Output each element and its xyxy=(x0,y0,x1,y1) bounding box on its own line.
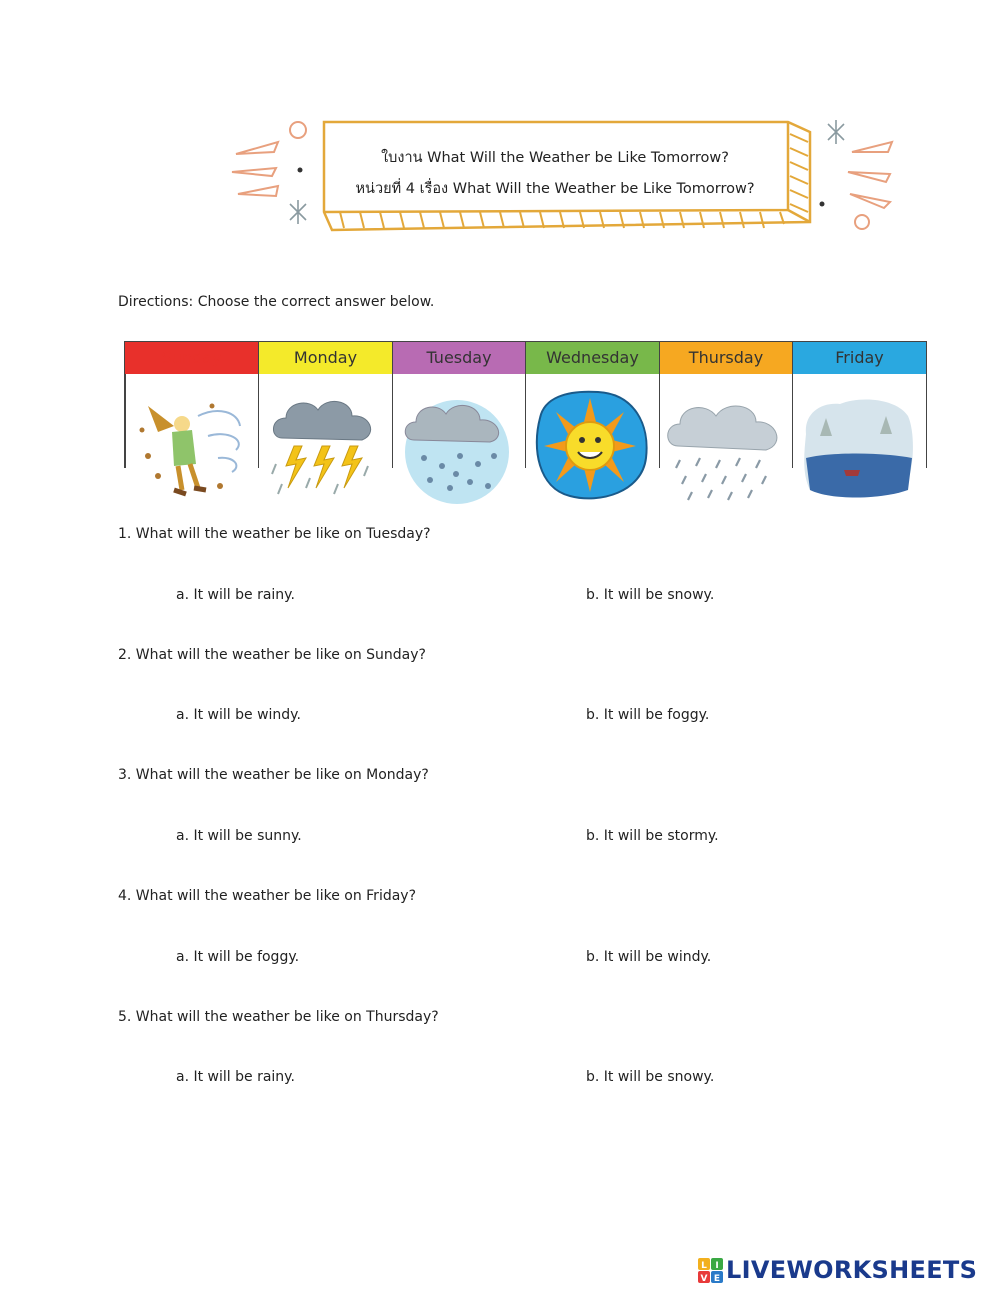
day-label: Monday xyxy=(293,348,358,367)
logo-letter: I xyxy=(715,1261,719,1271)
worksheet-title: ใบงาน What Will the Weather be Like Tomorrow? xyxy=(381,150,729,166)
day-header-wednesday xyxy=(526,342,660,374)
day-header-friday xyxy=(793,342,927,374)
foggy-icon xyxy=(800,394,916,500)
worksheet-subtitle: หน่วยที่ 4 เรื่อง What Will the Weather be Like Tomorrow? xyxy=(355,181,755,197)
stormy-icon xyxy=(266,394,382,506)
question-5-option-a[interactable]: a. It will be rainy. xyxy=(176,1069,295,1085)
title-box xyxy=(322,120,788,218)
question-4-option-b[interactable]: b. It will be windy. xyxy=(586,949,712,965)
directions: Directions: Choose the correct answer below. xyxy=(118,294,435,310)
question-3-option-a[interactable]: a. It will be sunny. xyxy=(176,828,302,844)
day-label: Thursday xyxy=(688,348,764,367)
day-header-sunday xyxy=(125,342,259,374)
logo-letter: L xyxy=(701,1261,707,1271)
rainy-icon xyxy=(664,394,788,506)
question-2: 2. What will the weather be like on Sunday? xyxy=(118,647,426,663)
question-3-option-b[interactable]: b. It will be stormy. xyxy=(586,828,719,844)
day-label: Wednesday xyxy=(546,348,639,367)
windy-icon xyxy=(128,386,254,506)
question-3: 3. What will the weather be like on Monday? xyxy=(118,767,429,783)
question-5: 5. What will the weather be like on Thursday? xyxy=(118,1009,439,1025)
day-label: Friday xyxy=(835,348,884,367)
question-4: 4. What will the weather be like on Friday? xyxy=(118,888,417,904)
question-1: 1. What will the weather be like on Tuesday? xyxy=(118,526,431,542)
question-2-option-a[interactable]: a. It will be windy. xyxy=(176,707,301,723)
snowy-icon xyxy=(400,392,514,506)
day-header-tuesday xyxy=(393,342,526,374)
day-label: Tuesday xyxy=(426,348,492,367)
day-header-monday xyxy=(259,342,393,374)
brand-name: LIVEWORKSHEETS xyxy=(726,1256,978,1284)
question-1-option-b[interactable]: b. It will be snowy. xyxy=(586,587,715,603)
day-header-thursday xyxy=(660,342,793,374)
sunny-icon xyxy=(530,388,650,506)
question-2-option-b[interactable]: b. It will be foggy. xyxy=(586,707,710,723)
logo-icon xyxy=(698,1258,724,1284)
logo-letter: E xyxy=(713,1274,721,1284)
day-label: Sunday xyxy=(161,348,222,367)
logo-letter: V xyxy=(700,1274,708,1284)
question-1-option-a[interactable]: a. It will be rainy. xyxy=(176,587,295,603)
question-5-option-b[interactable]: b. It will be snowy. xyxy=(586,1069,715,1085)
question-4-option-a[interactable]: a. It will be foggy. xyxy=(176,949,300,965)
